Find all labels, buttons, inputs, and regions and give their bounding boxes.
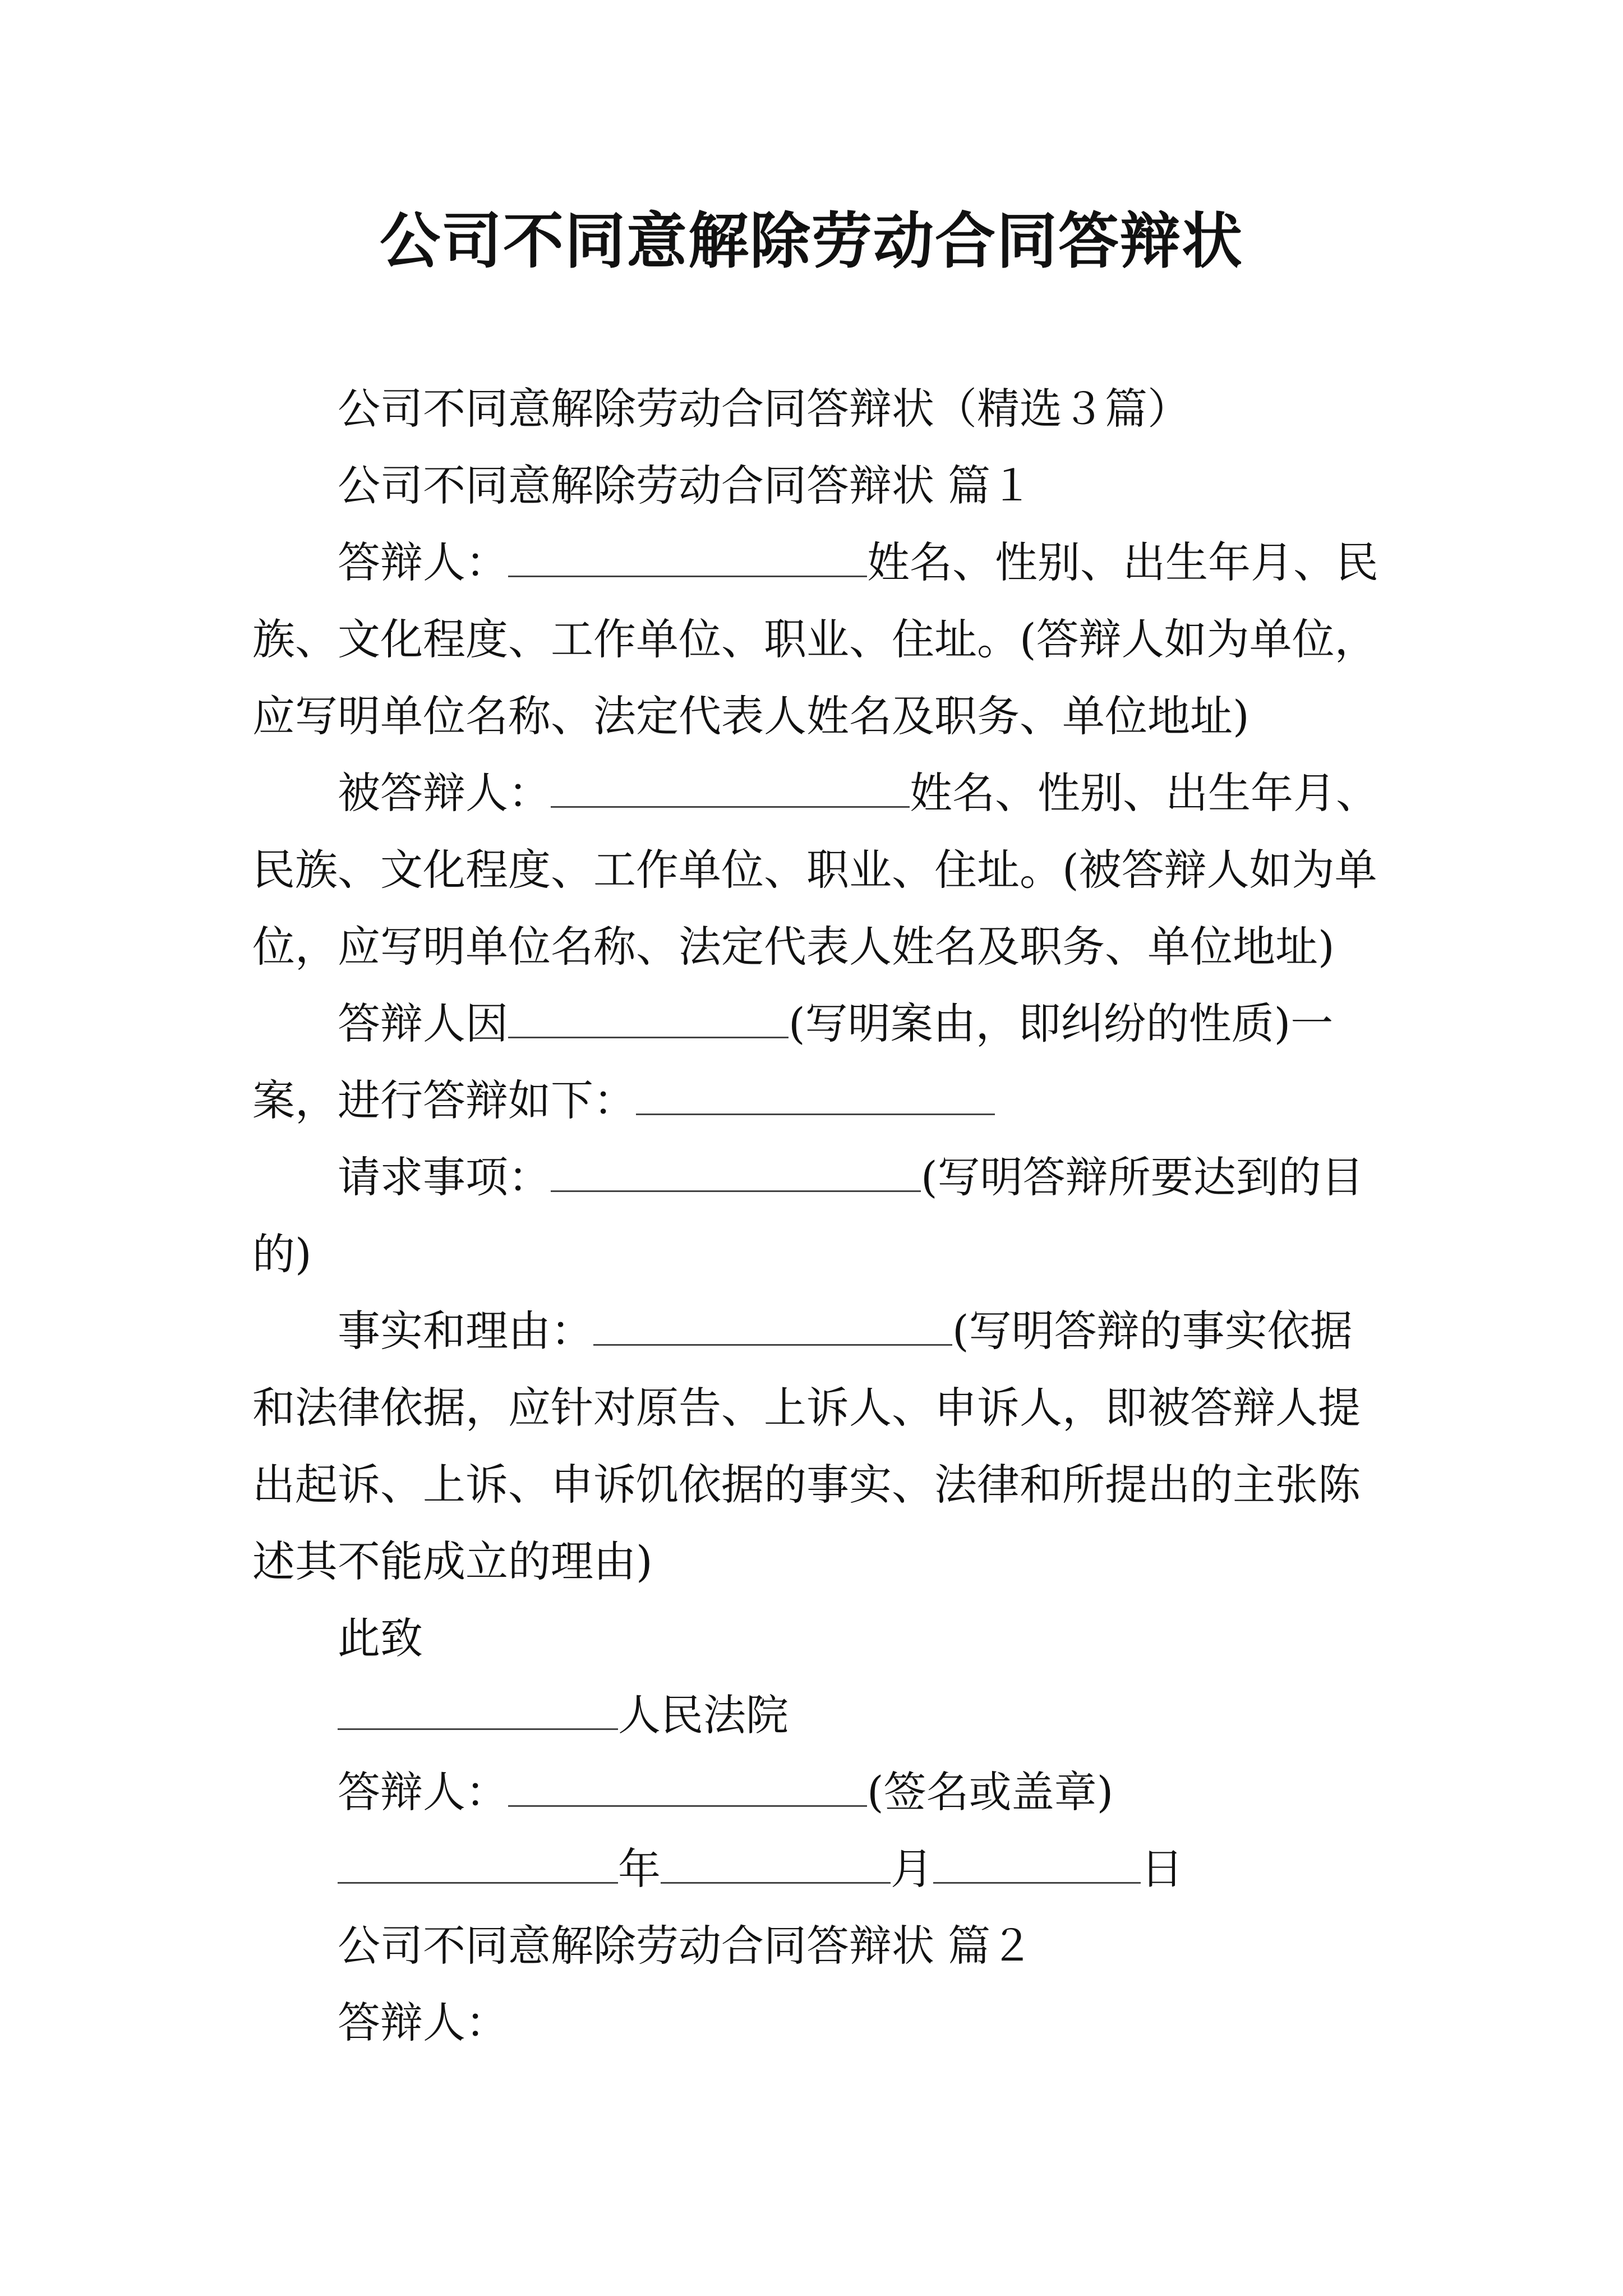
facts-paragraph	[252, 1292, 1380, 1600]
court-blank	[338, 1692, 618, 1730]
facts-blank	[593, 1308, 952, 1346]
opponent-label: 被答辩人：	[338, 768, 551, 818]
respondent-label: 答辩人：	[338, 537, 508, 587]
document-subtitle: 公司不同意解除劳动合同答辩状（精选３篇）	[338, 384, 1190, 434]
section-2-heading: 公司不同意解除劳动合同答辩状 篇２	[338, 1921, 1034, 1971]
facts-label: 事实和理由：	[338, 1306, 593, 1356]
case-blank	[508, 1001, 789, 1038]
signature-label: 答辩人：	[338, 1767, 508, 1817]
date-line	[252, 1830, 1380, 1907]
document-title: 公司不同意解除劳动合同答辩状	[379, 206, 1243, 277]
salutation: 此致	[338, 1613, 423, 1663]
case-text: (写明案由，即纠纷的性质)一案，进行答辩如下：	[252, 999, 1334, 1125]
date-day-label: 日	[1141, 1844, 1183, 1894]
opponent-paragraph	[252, 754, 1380, 985]
respondent-paragraph	[252, 524, 1380, 754]
signature-blank	[508, 1769, 867, 1807]
date-year-label: 年	[618, 1844, 661, 1894]
case-paragraph	[252, 985, 1380, 1139]
request-text: (写明答辩所要达到的目的)	[252, 1152, 1364, 1279]
court-suffix: 人民法院	[618, 1690, 789, 1740]
date-month-blank	[661, 1846, 891, 1884]
document-body	[252, 370, 1380, 2061]
request-paragraph	[252, 1139, 1380, 1292]
opponent-blank	[551, 770, 910, 808]
opponent-text: 姓名、性别、出生年月、民族、文化程度、工作单位、职业、住址。(被答辩人如为单位，应写明单位名称、法定代表人姓名及职务、单位地址)	[252, 768, 1378, 972]
date-day-blank	[933, 1846, 1141, 1884]
signature-suffix: (签名或盖章)	[867, 1767, 1114, 1817]
respondent-text: 姓名、性别、出生年月、民族、文化程度、工作单位、职业、住址。(答辩人如为单位，应写明单位名称、法定代表人姓名及职务、单位地址)	[252, 537, 1378, 741]
section-1-heading: 公司不同意解除劳动合同答辩状 篇１	[338, 461, 1034, 510]
facts-text: (写明答辩的事实依据和法律依据，应针对原告、上诉人、申诉人，即被答辩人提出起诉、上诉、申诉饥依据的事实、法律和所提出的主张陈述其不能成立的理由)	[252, 1306, 1361, 1586]
section-2-respondent: 答辩人：	[338, 1998, 508, 2047]
request-blank	[551, 1154, 921, 1192]
request-label: 请求事项：	[338, 1152, 551, 1202]
court-line	[252, 1677, 1380, 1754]
signature-line	[252, 1754, 1380, 1830]
case-label: 答辩人因	[338, 999, 508, 1048]
respondent-blank	[508, 540, 867, 577]
date-month-label: 月	[891, 1844, 933, 1894]
case-answer-blank	[636, 1078, 995, 1115]
date-year-blank	[338, 1846, 618, 1884]
